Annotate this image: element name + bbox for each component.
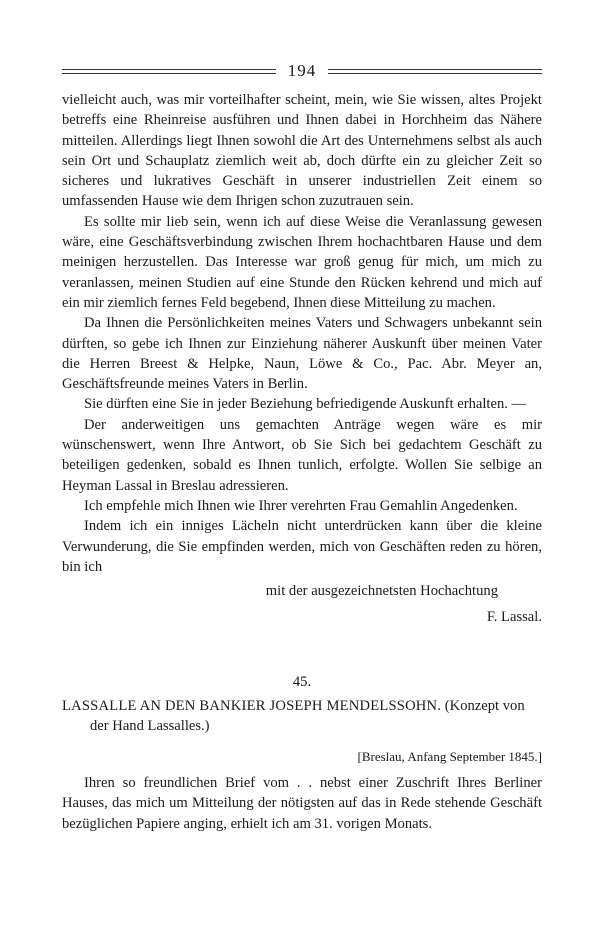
letter-heading: [62, 696, 542, 737]
paragraph: Da Ihnen die Persönlichkeiten meines Vaters und Schwagers unbekannt sein dürften, so gebe ich Ihnen zur Einziehung näherer Auskunft über meinen Vater die Herren Breest & Helpke, Naun, Löwe & Co., Pac. Abr. Meyer an, Geschäftsfreunde meines Vaters in Berlin.: [62, 315, 542, 393]
letter-body: [62, 90, 542, 834]
paragraph: Ich empfehle mich Ihnen wie Ihrer verehrten Frau Gemahlin Angedenken.: [84, 497, 518, 514]
paragraph: Es sollte mir lieb sein, wenn ich auf diese Weise die Veranlassung gewesen wäre, eine Geschäftsverbindung zwischen Ihrem hochachtbaren Hause und dem meinigen herzustellen. Das Interesse war groß genug für mich, um mich zu veranlassen, meinen Studien auf eine Stunde den Rücken kehrend und mich auf ein mir ziemlich fernes Feld begebend, Ihnen diese Mitteilung zu machen.: [62, 213, 542, 311]
letter-heading-title: LASSALLE AN DEN BANKIER JOSEPH MENDELSSOHN.: [62, 698, 442, 715]
paragraph-opening: Ihren so freundlichen Brief vom . . nebst einer Zuschrift Ihres Berliner Hauses, das mich um Mitteilung der nötigsten auf das in Rede stehende Geschäft bezüglichen Papiere anging, erhielt ich am 31. vorigen Monats.: [62, 774, 542, 832]
header-rule-left: [62, 69, 276, 74]
letter-heading-note: (Konzept von der Hand Lassalles.): [90, 698, 525, 735]
paragraph-continuation: vielleicht auch, was mir vorteilhafter scheint, mein, wie Sie wissen, altes Projekt betreffs eine Rheinreise ausführen und Ihnen dabei in Horchheim das Nähere mitteilen. Allerdings liegt Ihnen sowohl die Art des Unternehmens selbst als auch sein Ort und Schauplatz ziemlich weit ab, doch dürfte ein zu gleicher Zeit so sicheres und lukratives Geschäft in unserer industriellen Zeit einem so umfassenden Hause wie dem Ihrigen schon zuzutrauen sein.: [62, 92, 542, 210]
page-header: [62, 60, 542, 82]
paragraph: Der anderweitigen uns gemachten Anträge wegen wäre es mir wünschenswert, wenn Ihre Antwort, ob Sie Sich bei gedachtem Geschäft zu beteiligen gedenken, sobald es Ihnen tunlich, erfolgte. Wollen Sie selbige an Heyman Lassal in Breslau adressieren.: [62, 416, 542, 494]
page-number: 194: [287, 61, 317, 80]
letter-closing: mit der ausgezeichnetsten Hochachtung: [265, 583, 498, 600]
letter-number: 45.: [292, 673, 312, 690]
letter-signature: F. Lassal.: [486, 609, 542, 626]
header-rule-right: [328, 69, 542, 74]
paragraph: Indem ich ein inniges Lächeln nicht unterdrücken kann über die kleine Verwunderung, die Sie empfinden werden, mich von Geschäften reden zu hören, bin ich: [62, 518, 542, 575]
letter-dateline: [Breslau, Anfang September 1845.]: [357, 748, 542, 764]
paragraph: Sie dürften eine Sie in jeder Beziehung befriedigende Auskunft erhalten. —: [84, 396, 527, 413]
